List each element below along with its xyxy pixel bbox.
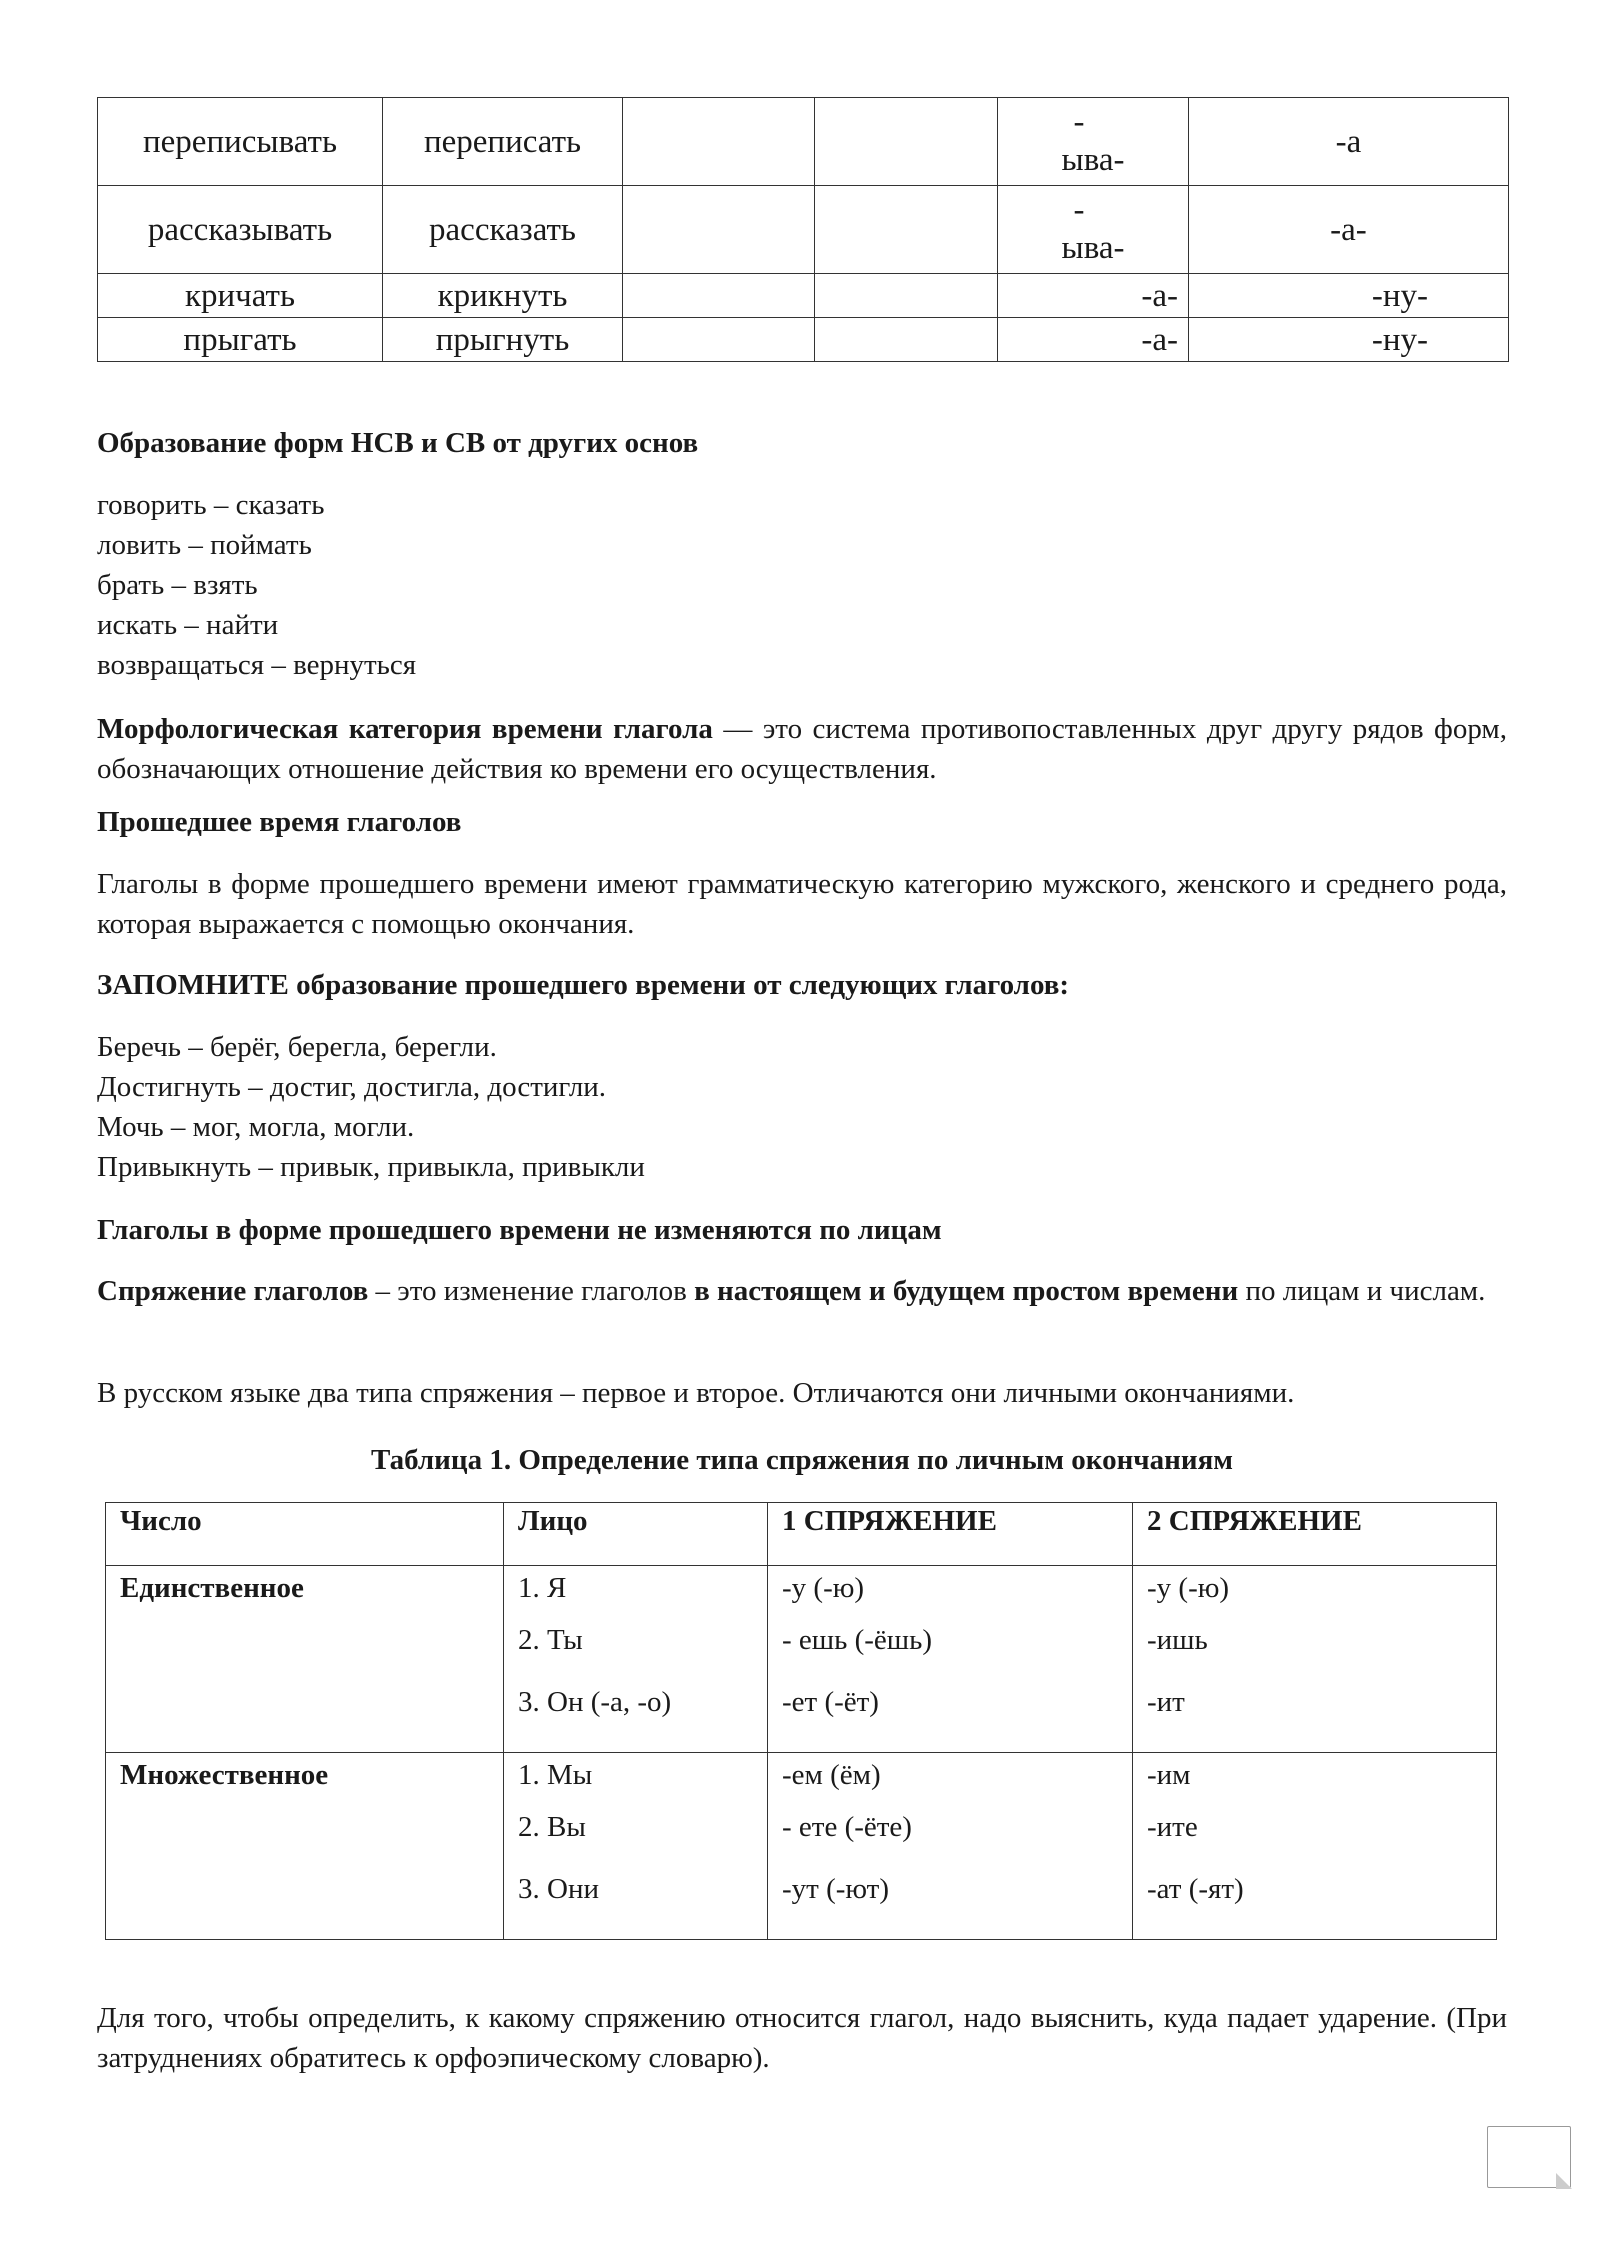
table-cell: [815, 186, 998, 274]
ending-item: -ите: [1147, 1811, 1198, 1843]
number-cell: Множественное: [106, 1753, 504, 1940]
column-header: 1 СПРЯЖЕНИЕ: [768, 1503, 1133, 1566]
table-caption: Таблица 1. Определение типа спряжения по личным окончаниям: [370, 1444, 1234, 1476]
person-item: 2. Ты: [518, 1624, 583, 1656]
list-item: возвращаться – вернуться: [97, 649, 417, 681]
ending-item: -ут (-ют): [782, 1872, 890, 1905]
conjugation-table: [105, 1502, 1497, 1940]
person-cell: [504, 1566, 768, 1753]
table-row: [106, 1566, 1497, 1753]
ending-item: -ат (-ят): [1147, 1872, 1244, 1905]
person-item: 3. Они: [518, 1872, 599, 1905]
ending-item: -у (-ю): [782, 1572, 865, 1604]
second-conjugation-cell: [1133, 1566, 1497, 1753]
table-header-row: [106, 1503, 1497, 1566]
table-cell: -а: [1189, 98, 1509, 186]
suffix-dash: -: [1073, 104, 1085, 140]
list-item: Беречь – берёг, берегла, берегли.: [97, 1031, 497, 1063]
suffix-dash: -: [1073, 192, 1085, 228]
list-item: искать – найти: [97, 609, 279, 641]
ending-item: -ишь: [1147, 1624, 1208, 1656]
no-person-note: [97, 1210, 1507, 1250]
person-item: 1. Я: [518, 1572, 567, 1604]
list-item: говорить – сказать: [97, 489, 325, 521]
table-cell: [623, 318, 815, 362]
table-cell: крикнуть: [383, 274, 623, 318]
page-corner-icon: [1487, 2126, 1571, 2188]
definition-text: по лицам и числам.: [1238, 1275, 1486, 1307]
other-stems-section: [97, 423, 1507, 685]
person-item: 3. Он (-а, -о): [518, 1685, 672, 1718]
list-item: ловить – поймать: [97, 529, 312, 561]
table-cell: [998, 98, 1189, 186]
table-cell: [998, 186, 1189, 274]
person-cell: [504, 1753, 768, 1940]
suffix-text: ыва-: [1061, 142, 1125, 178]
defined-term: Спряжение глаголов: [97, 1275, 369, 1307]
table-cell: -а-: [1189, 186, 1509, 274]
definition-text: – это изменение глаголов: [368, 1275, 695, 1307]
table-cell: переписывать: [98, 98, 383, 186]
table-row: [98, 98, 1509, 186]
remember-section: [97, 965, 1507, 1187]
ending-item: -у (-ю): [1147, 1572, 1230, 1604]
past-tense-section: [97, 802, 1507, 944]
definition-text: — это система противопоставленных друг другу рядов форм, обозначающих отношение действия ко времени его осуществления.: [97, 713, 1507, 785]
list-item: Привыкнуть – привык, привыкла, привыкли: [97, 1151, 645, 1183]
paragraph: В русском языке два типа спряжения – первое и второе. Отличаются они личными окончаниями.: [97, 1377, 1295, 1409]
first-conjugation-cell: [768, 1753, 1133, 1940]
table-cell: [815, 274, 998, 318]
remember-list: [97, 1027, 1507, 1187]
column-header: Число: [106, 1503, 504, 1566]
table-cell: [623, 186, 815, 274]
defined-term: Морфологическая категория времени глагола: [97, 713, 713, 745]
table-row: [98, 186, 1509, 274]
table-cell: -а-: [998, 274, 1189, 318]
list-item: Достигнуть – достиг, достигла, достигли.: [97, 1071, 607, 1103]
table-row: [98, 274, 1509, 318]
conjugation-definition-paragraph: [97, 1271, 1507, 1311]
section-heading: Прошедшее время глаголов: [97, 806, 462, 838]
paragraph: Глаголы в форме прошедшего времени имеют грамматическую категорию мужского, женского и среднего рода, которая выражается с помощью окончания.: [97, 868, 1507, 940]
table-cell: -а-: [998, 318, 1189, 362]
table-cell: кричать: [98, 274, 383, 318]
table-row: [106, 1753, 1497, 1940]
table-cell: [623, 98, 815, 186]
table-cell: рассказывать: [98, 186, 383, 274]
ending-item: - ешь (-ёшь): [782, 1624, 932, 1656]
table-cell: переписать: [383, 98, 623, 186]
paragraph: Для того, чтобы определить, к какому спряжению относится глагол, надо выяснить, куда падает ударение. (При затруднениях обратитесь к орфоэпическому словарю).: [97, 2002, 1507, 2074]
suffix-text: ыва-: [1061, 230, 1125, 266]
ending-item: -ит: [1147, 1685, 1185, 1718]
person-item: 2. Вы: [518, 1811, 586, 1843]
ending-item: - ете (-ёте): [782, 1811, 912, 1843]
first-conjugation-cell: [768, 1566, 1133, 1753]
table-cell: [815, 98, 998, 186]
verb-aspect-table: [97, 97, 1509, 362]
column-header: 2 СПРЯЖЕНИЕ: [1133, 1503, 1497, 1566]
ending-item: -им: [1147, 1759, 1191, 1791]
verb-pair-list: [97, 485, 1507, 685]
table-cell: -ну-: [1189, 274, 1509, 318]
table-cell: прыгнуть: [383, 318, 623, 362]
tense-definition-paragraph: [97, 709, 1507, 789]
section-heading: Глаголы в форме прошедшего времени не изменяются по лицам: [97, 1214, 942, 1246]
table-row: [98, 318, 1509, 362]
table-cell: прыгать: [98, 318, 383, 362]
emphasis-text: в настоящем и будущем простом времени: [694, 1275, 1239, 1307]
list-item: Мочь – мог, могла, могли.: [97, 1111, 415, 1143]
list-item: брать – взять: [97, 569, 258, 601]
table-cell: [623, 274, 815, 318]
column-header: Лицо: [504, 1503, 768, 1566]
number-cell: Единственное: [106, 1566, 504, 1753]
document-page: [97, 97, 1507, 2074]
person-item: 1. Мы: [518, 1759, 593, 1791]
final-paragraph: [97, 1998, 1507, 2078]
table-cell: -ну-: [1189, 318, 1509, 362]
section-heading: ЗАПОМНИТЕ образование прошедшего времени от следующих глаголов:: [97, 969, 1070, 1001]
two-types-paragraph: [97, 1373, 1507, 1413]
ending-item: -ем (ём): [782, 1759, 881, 1791]
second-conjugation-cell: [1133, 1753, 1497, 1940]
section-heading: Образование форм НСВ и СВ от других основ: [97, 427, 699, 459]
table-cell: рассказать: [383, 186, 623, 274]
ending-item: -ет (-ёт): [782, 1685, 879, 1718]
table-cell: [815, 318, 998, 362]
